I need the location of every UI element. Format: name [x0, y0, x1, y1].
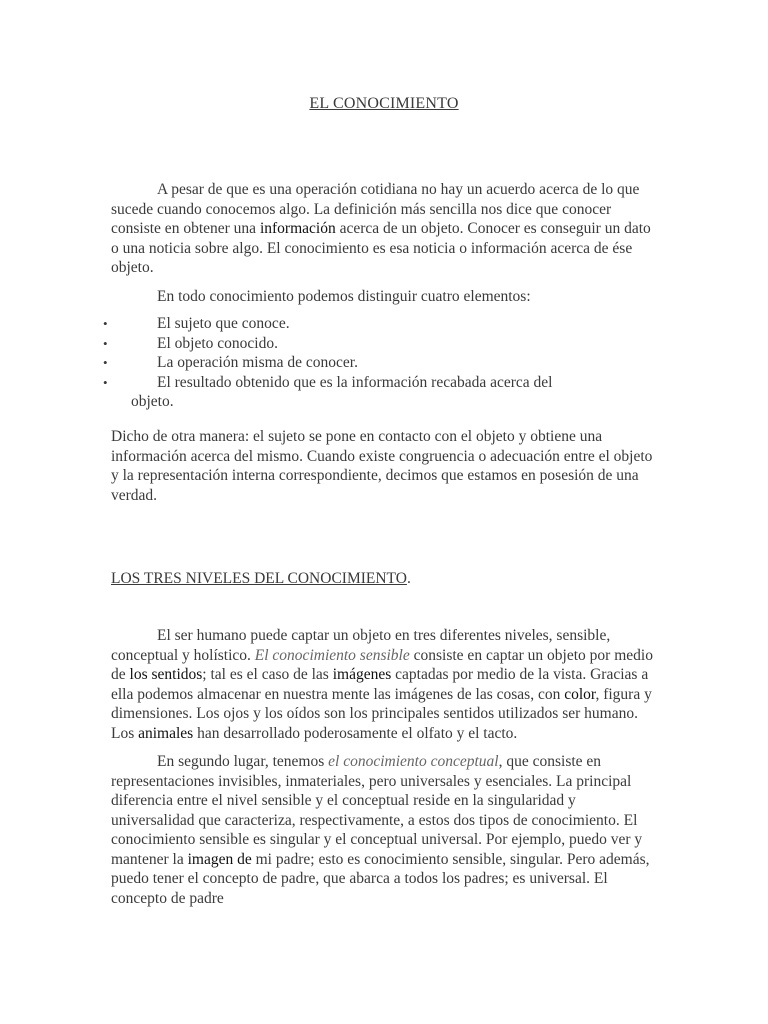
text-run: mi padre; esto es conocimiento sensible, singular. Pero además, puedo tener el concepto de padre, que abarca a todos los padres; es universal. El concepto de padre [111, 850, 650, 907]
list-item [103, 373, 657, 412]
text-run: acerca de un objeto. Conocer es conseguir un dato o una noticia sobre algo. El conocimiento es esa noticia o información acerca de ése objeto. [111, 220, 651, 276]
list-item [103, 353, 657, 373]
text-run: A pesar de que es una operación cotidiana no hay un acuerdo acerca de lo que sucede cuando conocemos algo. La definición más sencilla nos dice que conocer consiste en obtener una [111, 181, 640, 237]
link-imagenes[interactable]: imágenes [332, 666, 392, 683]
bullet-icon: • [103, 316, 108, 331]
link-color[interactable]: color [564, 685, 596, 703]
list-item-text: El objeto conocido. [157, 334, 278, 352]
list-item-text: La operación misma de conocer. [157, 354, 358, 371]
conclusion-paragraph: Dicho de otra manera: el sujeto se pone en contacto con el objeto y obtiene una información acerca del mismo. Cuando existe congruencia o adecuación entre el objeto y la representación interna correspondiente, decimos que estamos en posesión de una verdad. [111, 428, 653, 504]
text-run: El ser humano puede captar un objeto en tres diferentes niveles, sensible, conceptual y holístico. [111, 627, 611, 664]
bullet-icon: • [103, 374, 108, 390]
text-run: En segundo lugar, tenemos [157, 753, 329, 770]
conclusion-section [111, 427, 657, 505]
intro-section [103, 180, 657, 412]
list-item-continuation: objeto. [131, 393, 174, 410]
levels-section [111, 626, 657, 908]
list-item [103, 334, 657, 354]
elements-list [103, 314, 657, 412]
section-title: LOS TRES NIVELES DEL CONOCIMIENTO [111, 570, 407, 587]
term-sensible: El conocimiento sensible [254, 646, 410, 664]
list-item-text: El resultado obtenido que es la información recabada acerca del [157, 373, 553, 391]
intro-paragraph-2: En todo conocimiento podemos distinguir cuatro elementos: [157, 287, 531, 305]
section-title-period: . [406, 570, 411, 587]
text-run: consiste en captar un objeto por medio de [111, 646, 653, 683]
levels-paragraph-1 [111, 626, 657, 743]
levels-paragraph-2 [111, 752, 657, 908]
bullet-icon: • [103, 355, 108, 370]
text-run: , figura y dimensiones. Los ojos y los oídos son los principales sentidos utilizados ser humano. Los [111, 685, 652, 742]
levels-heading-block [111, 569, 657, 589]
text-run: ; tal es el caso de las [202, 666, 333, 683]
document-title: EL CONOCIMIENTO [309, 95, 459, 112]
term-conceptual: el conocimiento conceptual [328, 753, 499, 770]
text-run: han desarrollado poderosamente el olfato y el tacto. [193, 724, 518, 742]
bullet-icon: • [103, 335, 108, 351]
section-heading [111, 569, 657, 589]
intro-paragraph-1 [111, 180, 657, 278]
link-informacion[interactable]: información [259, 220, 336, 237]
list-item-text: El sujeto que conoce. [157, 315, 290, 332]
link-los-sentidos[interactable]: los sentidos [129, 666, 203, 683]
link-animales[interactable]: animales [138, 724, 194, 742]
link-imagen-de[interactable]: imagen de [187, 850, 252, 868]
text-run: , que consiste en representaciones invisibles, inmateriales, pero universales y esenciales. La principal diferencia entre el nivel sensible y el conceptual reside en la singularidad y universalidad que caracteriza, respectivamente, a estos dos tipos de conocimiento. El conocimiento sensible es singular y el conceptual universal. Por ejemplo, puedo ver y mantener la [111, 753, 643, 868]
text-run: captadas por medio de la vista. Gracias a ella podemos almacenar en nuestra mente las imágenes de las cosas, con [111, 666, 649, 703]
list-item [103, 314, 657, 334]
